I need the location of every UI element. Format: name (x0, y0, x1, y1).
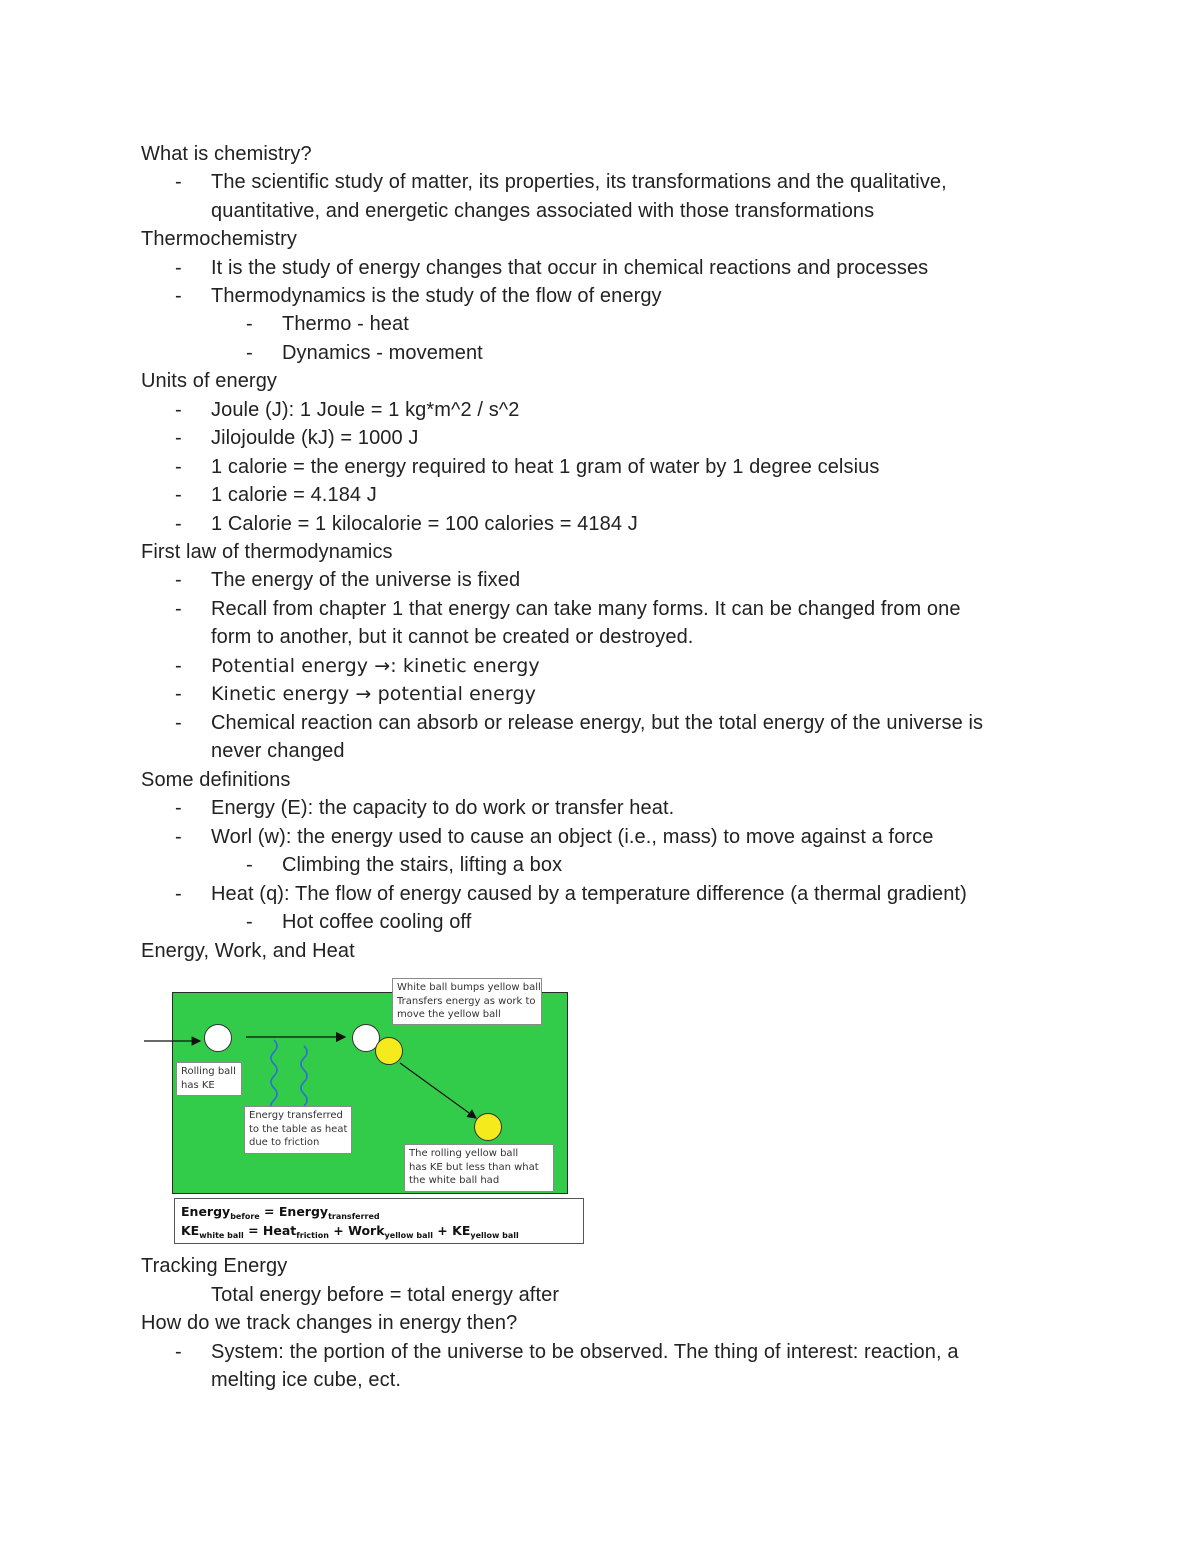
note-line: to the table as heat (249, 1123, 348, 1135)
bullet-dash: - (175, 569, 182, 591)
bullet-dash: - (175, 655, 182, 677)
eq-operator: = (243, 1223, 263, 1238)
note-line: The rolling yellow ball (409, 1148, 519, 1159)
eq-operator: = (259, 1204, 279, 1219)
list-item: Heat (q): The flow of energy caused by a temperature difference (a thermal gradient) (211, 883, 967, 905)
bullet-dash: - (175, 257, 182, 279)
sub-list-item: Climbing the stairs, lifting a box (282, 854, 563, 876)
list-item: Joule (J): 1 Joule = 1 kg*m^2 / s^2 (211, 399, 520, 421)
sub-list-item: Hot coffee cooling off (282, 911, 472, 933)
list-item-continuation: quantitative, and energetic changes associated with those transformations (211, 200, 875, 222)
note-rolling-ball (176, 1062, 242, 1096)
heading-what-is-chemistry: What is chemistry? (141, 143, 312, 165)
white-ball (204, 1024, 232, 1052)
heading-thermochemistry: Thermochemistry (141, 228, 297, 250)
list-item: It is the study of energy changes that occur in chemical reactions and processes (211, 257, 929, 279)
bullet-dash: - (175, 683, 182, 705)
eq-term: Energy (278, 1204, 329, 1219)
note-line: Rolling ball (181, 1066, 236, 1077)
bullet-dash: - (175, 1341, 182, 1363)
list-item: System: the portion of the universe to be observed. The thing of interest: reaction, a (211, 1341, 959, 1363)
yellow-ball-moving (474, 1113, 502, 1141)
eq-subscript: yellow ball (384, 1231, 433, 1240)
list-item-continuation: never changed (211, 740, 345, 762)
bullet-dash: - (175, 712, 182, 734)
heat-wave-icon (301, 1046, 307, 1106)
list-item: 1 calorie = 4.184 J (211, 484, 377, 506)
note-line: has KE (181, 1079, 215, 1091)
heading-energy-work-heat: Energy, Work, and Heat (141, 940, 355, 962)
eq-term: Energy (181, 1204, 231, 1219)
bullet-dash: - (175, 399, 182, 421)
eq-subscript: transferred (328, 1212, 380, 1221)
list-item: Jilojoulde (kJ) = 1000 J (211, 427, 419, 449)
list-item: 1 Calorie = 1 kilocalorie = 100 calories = 4184 J (211, 513, 638, 535)
bullet-dash: - (175, 826, 182, 848)
bullet-dash: - (175, 171, 182, 193)
note-line: Energy transferred (249, 1110, 343, 1121)
heat-wave-icon (271, 1040, 277, 1109)
list-item-continuation: melting ice cube, ect. (211, 1369, 402, 1391)
list-item: Worl (w): the energy used to cause an object (i.e., mass) to move against a force (211, 826, 934, 848)
note-line: move the yellow ball (397, 1009, 501, 1020)
note-line: the white ball had (409, 1175, 500, 1186)
equation-ke-breakdown (181, 1223, 519, 1240)
bullet-dash: - (175, 513, 182, 535)
bullet-dash: - (175, 427, 182, 449)
note-line: due to friction (249, 1137, 320, 1148)
heading-tracking-energy: Tracking Energy (141, 1255, 288, 1277)
note-yellow-ball (404, 1144, 554, 1192)
note-line: has KE but less than what (409, 1161, 539, 1173)
list-item: Chemical reaction can absorb or release energy, but the total energy of the universe is (211, 712, 984, 734)
heading-first-law: First law of thermodynamics (141, 541, 393, 563)
list-item: Energy (E): the capacity to do work or transfer heat. (211, 797, 675, 819)
bullet-dash: - (246, 911, 253, 933)
paragraph: Total energy before = total energy after (211, 1284, 560, 1306)
list-item-continuation: form to another, but it cannot be created or destroyed. (211, 626, 694, 648)
bullet-dash: - (175, 883, 182, 905)
list-item: Recall from chapter 1 that energy can take many forms. It can be changed from one (211, 598, 961, 620)
list-item: The energy of the universe is fixed (211, 569, 521, 591)
note-heat-friction (244, 1106, 352, 1154)
list-item: Thermodynamics is the study of the flow of energy (211, 285, 662, 307)
list-item: Kinetic energy → potential energy (211, 683, 536, 705)
bullet-dash: - (246, 313, 253, 335)
eq-operator: + (328, 1223, 349, 1238)
eq-term: Work (348, 1223, 385, 1238)
bullet-dash: - (246, 854, 253, 876)
bullet-dash: - (246, 342, 253, 364)
eq-term: KE (181, 1223, 200, 1238)
bullet-dash: - (175, 598, 182, 620)
billiard-energy-figure (142, 968, 588, 1248)
eq-subscript: white ball (199, 1231, 244, 1240)
list-item: The scientific study of matter, its properties, its transformations and the qualitative, (211, 171, 947, 193)
equation-energy-balance (181, 1204, 380, 1221)
note-line: Transfers energy as work to (397, 995, 536, 1007)
energy-equation-box (174, 1198, 584, 1244)
eq-subscript: before (230, 1212, 260, 1221)
eq-subscript: yellow ball (470, 1231, 519, 1240)
eq-operator: + (432, 1223, 453, 1238)
list-item: 1 calorie = the energy required to heat 1 gram of water by 1 degree celsius (211, 456, 880, 478)
yellow-path-arrow (400, 1063, 476, 1118)
eq-subscript: friction (296, 1231, 329, 1240)
list-item: Potential energy →: kinetic energy (211, 655, 540, 677)
heading-how-track: How do we track changes in energy then? (141, 1312, 518, 1334)
bullet-dash: - (175, 285, 182, 307)
heading-some-definitions: Some definitions (141, 769, 291, 791)
heading-units-of-energy: Units of energy (141, 370, 278, 392)
sub-list-item: Thermo - heat (282, 313, 409, 335)
bullet-dash: - (175, 484, 182, 506)
note-ball-bump (392, 978, 542, 1025)
yellow-ball (375, 1037, 403, 1065)
bullet-dash: - (175, 797, 182, 819)
eq-term: Heat (262, 1223, 297, 1238)
eq-term: KE (452, 1223, 471, 1238)
note-line: White ball bumps yellow ball (397, 982, 541, 993)
bullet-dash: - (175, 456, 182, 478)
sub-list-item: Dynamics - movement (282, 342, 483, 364)
